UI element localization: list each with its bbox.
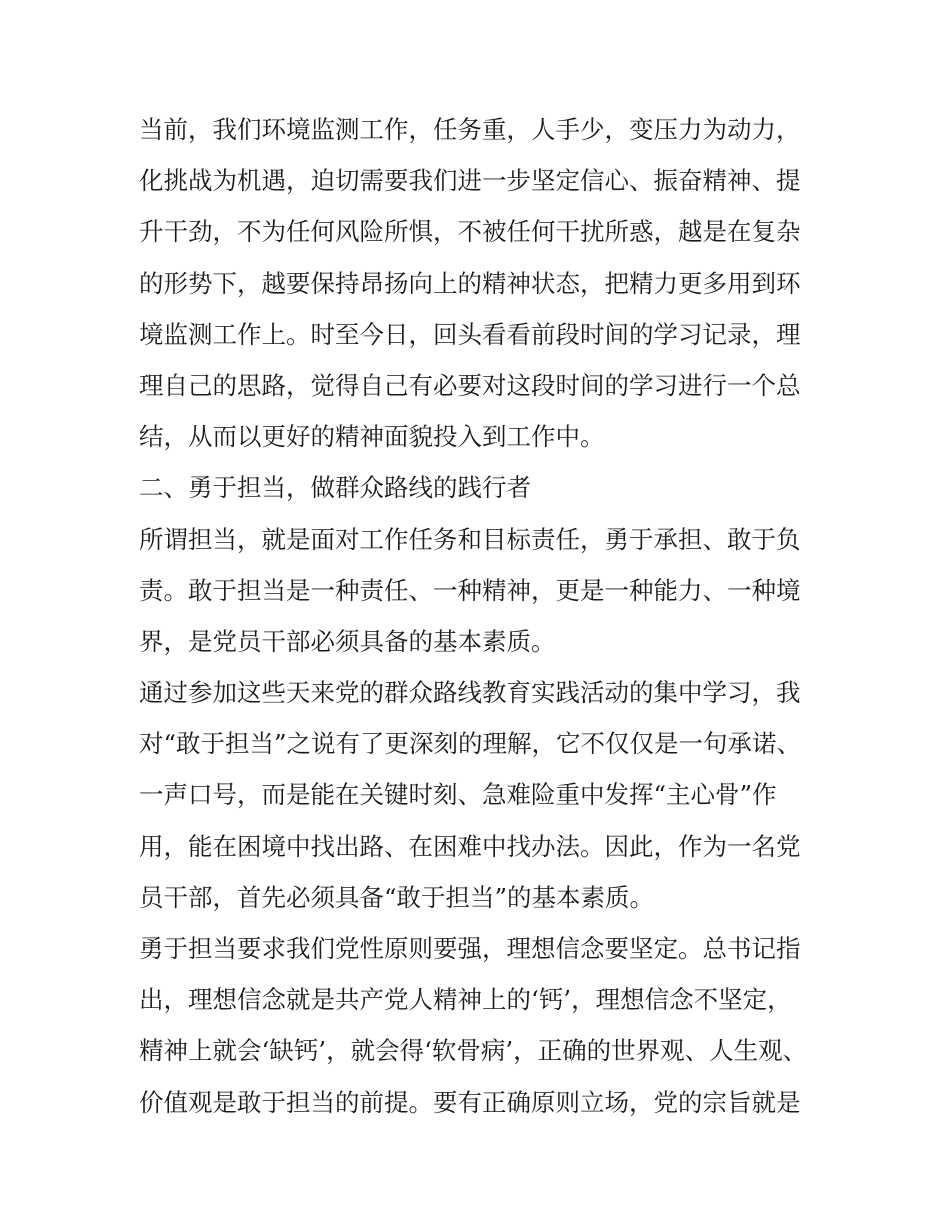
text-line: 对“敢于担当”之说有了更深刻的理解，它不仅仅是一句承诺、 (139, 729, 802, 759)
text-line: 责。敢于担当是一种责任、一种精神，更是一种能力、一种境 (139, 575, 801, 605)
text-line: 价值观是敢于担当的前提。要有正确原则立场，党的宗旨就是 (139, 1087, 801, 1117)
text-line: 通过参加这些天来党的群众路线教育实践活动的集中学习，我 (139, 678, 801, 708)
text-line: 界，是党员干部必须具备的基本素质。 (139, 626, 556, 656)
document-body (139, 104, 819, 1128)
text-line: 一声口号，而是能在关键时刻、急难险重中发挥“主心骨”作 (139, 780, 777, 810)
text-line: 所谓担当，就是面对工作任务和目标责任，勇于承担、敢于负 (139, 524, 801, 554)
text-line: 当前，我们环境监测工作，任务重，人手少，变压力为动力， (139, 115, 801, 144)
text-line: 出，理想信念就是共产党人精神上的‘钙’，理想信念不坚定， (139, 985, 792, 1015)
text-line: 用，能在困境中找出路、在困难中找办法。因此，作为一名党 (139, 831, 801, 861)
text-line: 理自己的思路，觉得自己有必要对这段时间的学习进行一个总 (139, 370, 801, 400)
text-line: 升干劲，不为任何风险所惧，不被任何干扰所惑，越是在复杂 (139, 217, 801, 247)
text-line: 精神上就会‘缺钙’，就会得‘软骨病’，正确的世界观、人生观、 (139, 1036, 808, 1066)
text-line: 境监测工作上。时至今日，回头看看前段时间的学习记录，理 (139, 319, 801, 349)
text-line: 的形势下，越要保持昂扬向上的精神状态，把精力更多用到环 (139, 268, 801, 298)
text-line: 员干部，首先必须具备“敢于担当”的基本素质。 (139, 882, 655, 912)
section-heading: 二、勇于担当，做群众路线的践行者 (139, 473, 531, 503)
text-line: 化挑战为机遇，迫切需要我们进一步坚定信心、振奋精神、提 (139, 166, 801, 196)
text-line: 勇于担当要求我们党性原则要强，理想信念要坚定。总书记指 (139, 934, 801, 963)
text-line: 结，从而以更好的精神面貌投入到工作中。 (139, 422, 605, 452)
